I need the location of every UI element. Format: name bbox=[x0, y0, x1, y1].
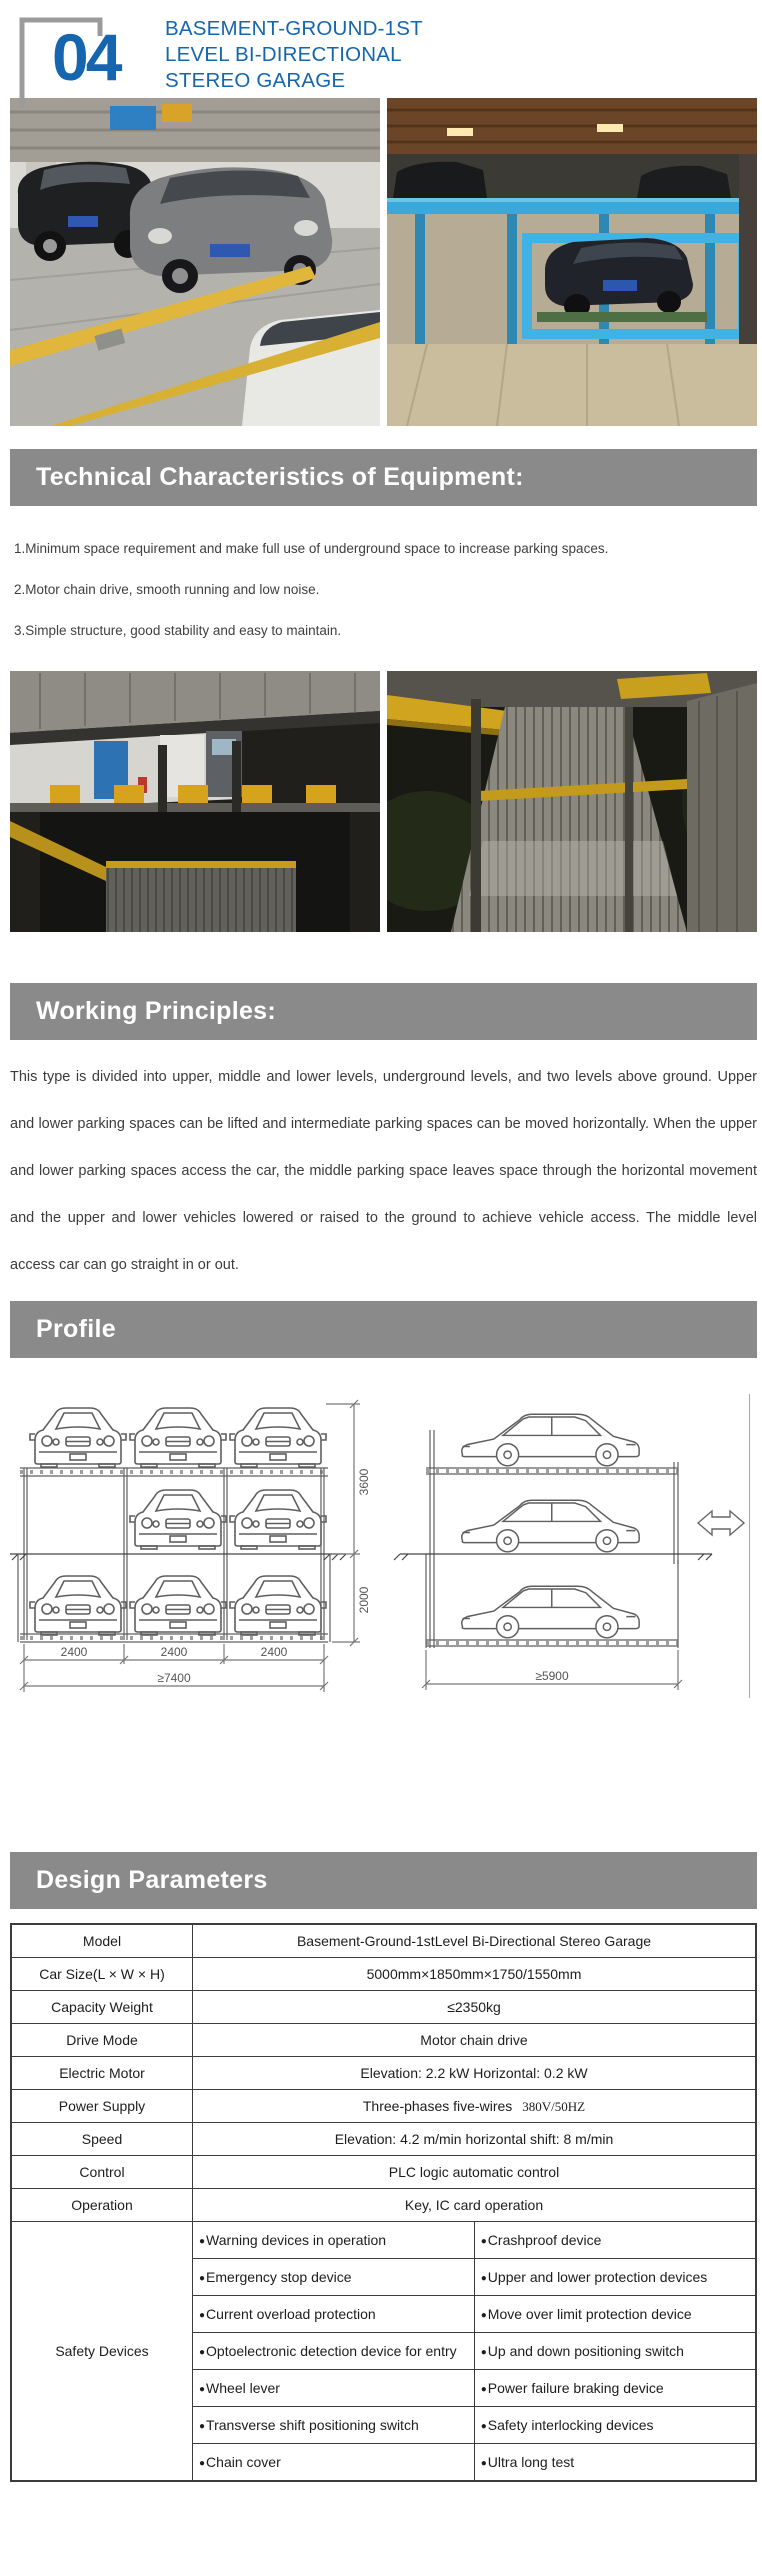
page-header bbox=[10, 8, 757, 98]
design-parameters-table bbox=[10, 1923, 757, 2482]
param-row-control bbox=[11, 2156, 756, 2189]
page-title-line-3: STEREO GARAGE bbox=[165, 69, 346, 92]
page-title-line-2: LEVEL BI-DIRECTIONAL bbox=[165, 43, 402, 66]
safety-item: ● Wheel lever bbox=[199, 2380, 280, 2396]
param-label: Model bbox=[11, 1924, 193, 1958]
page-title-line-1: BASEMENT-GROUND-1ST bbox=[165, 17, 423, 40]
param-label: Control bbox=[11, 2156, 193, 2189]
section-bar-working bbox=[10, 983, 757, 1040]
technical-item-3: 3.Simple structure, good stability and easy to maintain. bbox=[14, 623, 342, 638]
safety-item: ● Emergency stop device bbox=[199, 2269, 352, 2285]
safety-item: ● Up and down positioning switch bbox=[481, 2343, 684, 2359]
profile-drawing bbox=[10, 1386, 750, 1726]
photo-row-2 bbox=[10, 671, 757, 932]
power-supply-rating: 380V/50HZ bbox=[522, 2098, 586, 2114]
dim-pit-depth: 2000 bbox=[357, 1586, 371, 1614]
technical-item-1: 1.Minimum space requirement and make full use of underground space to increase parking spaces. bbox=[14, 541, 609, 556]
safety-item: ● Power failure braking device bbox=[481, 2380, 664, 2396]
param-row-electric-motor bbox=[11, 2057, 756, 2090]
safety-item: ● Transverse shift positioning switch bbox=[199, 2417, 419, 2433]
param-row-power-supply bbox=[11, 2090, 756, 2123]
working-principles-text: This type is divided into upper, middle and lower levels, underground levels, and two levels above ground. Upper and lower parking spaces can be lifted and intermediate parking spaces can be moved horizontally. When the upper and lower parking spaces access the car, the middle parking space leaves space through the horizontal movement and the upper and lower vehicles lowered or raised to the ground to achieve vehicle access. The middle level access car can go straight in or out. bbox=[10, 1069, 757, 1273]
section-number: 04 bbox=[52, 20, 120, 94]
photo-steel-pallet bbox=[387, 671, 757, 932]
safety-item: ● Current overload protection bbox=[199, 2306, 376, 2322]
power-supply-value: Three-phases five-wires bbox=[362, 2097, 513, 2114]
param-value bbox=[193, 2090, 757, 2123]
param-row-drive-mode bbox=[11, 2024, 756, 2057]
param-value: PLC logic automatic control bbox=[193, 2156, 757, 2189]
product-page bbox=[0, 8, 762, 2502]
safety-item: ● Warning devices in operation bbox=[199, 2232, 386, 2248]
safety-item: ● Chain cover bbox=[199, 2454, 281, 2470]
param-row-speed bbox=[11, 2123, 756, 2156]
safety-item: ● Crashproof device bbox=[481, 2232, 602, 2248]
photo-garage-cars bbox=[10, 98, 380, 426]
section-bar-profile bbox=[10, 1301, 757, 1358]
section-bar-working-label: Working Principles: bbox=[36, 997, 277, 1025]
shift-direction-arrow-icon bbox=[698, 1511, 744, 1535]
section-bar-technical bbox=[10, 449, 757, 506]
param-value: Elevation: 2.2 kW Horizontal: 0.2 kW bbox=[193, 2057, 757, 2090]
param-label: Speed bbox=[11, 2123, 193, 2156]
photo-pit-platform bbox=[10, 671, 380, 932]
param-label: Drive Mode bbox=[11, 2024, 193, 2057]
dim-bay-3: 2400 bbox=[260, 1645, 288, 1659]
param-value: Basement-Ground-1stLevel Bi-Directional Stereo Garage bbox=[193, 1924, 757, 1958]
param-label: Capacity Weight bbox=[11, 1991, 193, 2024]
page-title bbox=[165, 16, 423, 94]
param-row-operation bbox=[11, 2189, 756, 2222]
dim-bay-1: 2400 bbox=[60, 1645, 88, 1659]
technical-item-2: 2.Motor chain drive, smooth running and low noise. bbox=[14, 582, 320, 597]
safety-devices-label: Safety Devices bbox=[11, 2222, 193, 2482]
param-label: Car Size(L × W × H) bbox=[11, 1958, 193, 1991]
param-label: Electric Motor bbox=[11, 2057, 193, 2090]
param-row-car-size bbox=[11, 1958, 756, 1991]
section-bar-design-label: Design Parameters bbox=[36, 1866, 268, 1894]
dim-upper-height: 3600 bbox=[357, 1468, 371, 1496]
safety-row-1 bbox=[11, 2222, 756, 2259]
photo-row-1 bbox=[10, 98, 757, 426]
param-row-model bbox=[11, 1924, 756, 1958]
profile-diagram bbox=[10, 1386, 757, 1726]
safety-item: ● Ultra long test bbox=[481, 2454, 574, 2470]
section-bar-technical-label: Technical Characteristics of Equipment: bbox=[36, 463, 524, 491]
section-bar-profile-label: Profile bbox=[36, 1315, 116, 1343]
dim-total-width: ≥7400 bbox=[157, 1671, 191, 1685]
param-label: Operation bbox=[11, 2189, 193, 2222]
param-label: Power Supply bbox=[11, 2090, 193, 2123]
param-value: 5000mm×1850mm×1750/1550mm bbox=[193, 1958, 757, 1991]
photo-blue-frame-garage bbox=[387, 98, 757, 426]
safety-item: ● Upper and lower protection devices bbox=[481, 2269, 708, 2285]
technical-list bbox=[10, 540, 757, 639]
safety-item: ● Safety interlocking devices bbox=[481, 2417, 654, 2433]
param-row-capacity-weight bbox=[11, 1991, 756, 2024]
safety-item: ● Optoelectronic detection device for entry bbox=[199, 2343, 457, 2359]
dim-bay-2: 2400 bbox=[160, 1645, 188, 1659]
section-bar-design bbox=[10, 1852, 757, 1909]
param-value: ≤2350kg bbox=[193, 1991, 757, 2024]
safety-item: ● Move over limit protection device bbox=[481, 2306, 692, 2322]
param-value: Key, IC card operation bbox=[193, 2189, 757, 2222]
dim-side-length: ≥5900 bbox=[535, 1669, 569, 1683]
param-value: Motor chain drive bbox=[193, 2024, 757, 2057]
param-value: Elevation: 4.2 m/min horizontal shift: 8 m/min bbox=[193, 2123, 757, 2156]
